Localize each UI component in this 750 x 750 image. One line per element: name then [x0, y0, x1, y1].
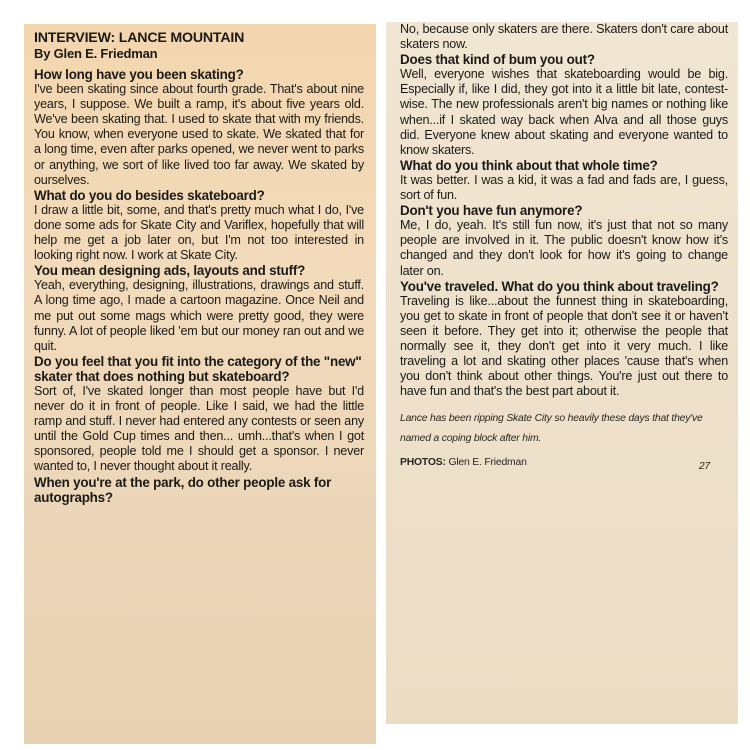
interview-answer: No, because only skaters are there. Skaters don't care about skaters now.: [400, 22, 728, 52]
interview-question: What do you think about that whole time?: [400, 157, 658, 173]
interview-question: Does that kind of bum you out?: [400, 52, 595, 68]
right-column-body: [400, 22, 728, 399]
interview-answer: Well, everyone wishes that skateboarding would be big. Especially if, like I did, they got into it a little bit late, contest-wise. The new professionals aren't big names or nothing like when...if I skated way back when Alva and all those guys did. Everyone knew about skating and everyone wanted to know skaters.: [400, 67, 728, 157]
right-column: [386, 22, 738, 724]
interview-answer: I've been skating since about fourth grade. That's about nine years, I suppose. We built a ramp, it's about five years old. We've been skating that. I used to skate that with my friends. You know, when everyone used to skate. We skated that for a long time, even after parks opened, we never went to parks or anything, we sort of like lived too far away. We skated by ourselves.: [34, 82, 364, 187]
interview-answer: I draw a little bit, some, and that's pretty much what I do, I've done some ads for Skate City and Variflex, hopefully that will help me get a job later on, but I'm not too interested in looking right now. I work at Skate City.: [34, 202, 364, 263]
interview-question: You've traveled. What do you think about traveling?: [400, 278, 719, 294]
interview-question: What do you do besides skateboard?: [34, 187, 265, 203]
interview-question: Don't you have fun anymore?: [400, 203, 583, 219]
left-column-body: [34, 67, 364, 505]
interview-question: Do you feel that you fit into the category of the "new" skater that does nothing but skateboard?: [34, 353, 362, 384]
interview-question: You mean designing ads, layouts and stuff?: [34, 263, 306, 279]
byline: By Glen E. Friedman: [34, 46, 158, 61]
article-title: INTERVIEW: LANCE MOUNTAIN: [34, 30, 245, 46]
page-footer: [400, 457, 728, 477]
photo-credit-name: Glen E. Friedman: [448, 457, 527, 469]
interview-answer: It was better. I was a kid, it was a fad and fads are, I guess, sort of fun.: [400, 172, 728, 203]
photo-credit: [400, 457, 527, 468]
photo-credit-label: PHOTOS:: [400, 457, 446, 469]
interview-question: When you're at the park, do other people ask for autographs?: [34, 474, 332, 505]
page-number: 27: [698, 461, 710, 473]
interview-answer: Me, I do, yeah. It's still fun now, it's just that not so many people are involved in it. The public doesn't know how it's changed and they don't look for how it's going to change later on.: [400, 218, 728, 278]
interview-answer: Traveling is like...about the funnest thing in skateboarding, you get to skate in front of people that don't see it or haven't seen it before. They get into it; otherwise the people that normally see it, they don't get into it very much. I like traveling a lot and skating other places 'cause that's when you don't think about other things. You're just out there to have fun and that's the best part about it.: [400, 293, 728, 399]
interview-question: How long have you been skating?: [34, 67, 244, 82]
interview-answer: Yeah, everything, designing, illustrations, drawings and stuff. A long time ago, I made a cartoon magazine. Once Neil and me put out some mags which were pretty good, they were funny. A lot of people liked 'em but our money ran out and we quit.: [34, 278, 364, 353]
left-column: [24, 24, 376, 744]
interview-answer: Sort of, I've skated longer than most people have but I'd never do it in front of people. Like I said, we had the little ramp and stuff. I never had entered any contests or seen any until the Gold Cup times and then... umh...that's when I got sponsored, people told me I should get a sponsor. I never wanted to, I never thought about it really.: [34, 383, 364, 474]
photo-caption: Lance has been ripping Skate City so heavily these days that they've named a coping block after him.: [400, 413, 703, 445]
